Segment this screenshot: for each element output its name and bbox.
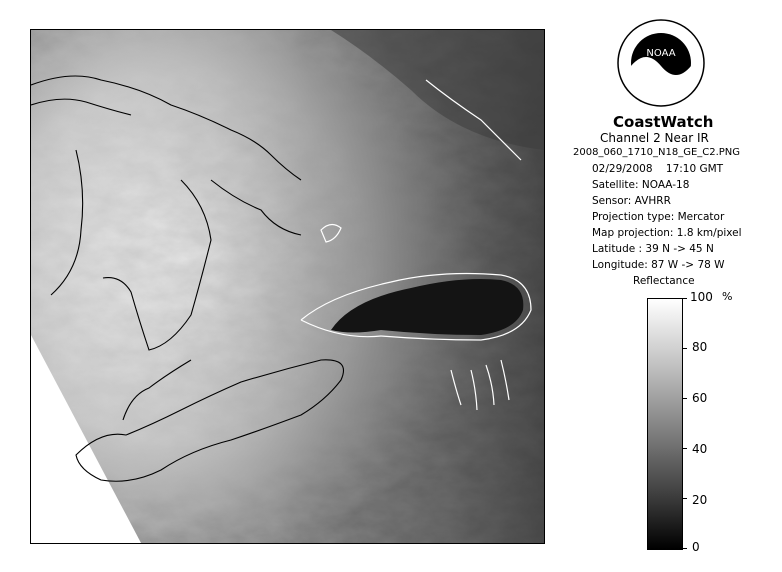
colorbar-tickmark [682,448,687,449]
time: 17:10 GMT [665,163,724,175]
colorbar-tickmark [682,498,687,499]
title: CoastWatch [613,113,714,131]
colorbar-tickmark [682,298,687,299]
date: 02/29/2008 [592,163,653,175]
noaa-logo [616,18,706,108]
filename: 2008_060_1710_N18_GE_C2.PNG [573,147,741,158]
sensor: Sensor: AVHRR [592,195,671,207]
colorbar-tick-80: 80 [692,340,708,354]
map-projection: Map projection: 1.8 km/pixel [592,227,742,239]
subtitle: Channel 2 Near IR [600,131,709,145]
colorbar-tickmark [682,548,687,549]
colorbar-unit: % [722,290,733,303]
longitude-range: Longitude: 87 W -> 78 W [592,259,725,271]
colorbar-tick-100: 100 [690,290,713,304]
colorbar-tick-60: 60 [692,391,708,405]
colorbar-tick-20: 20 [692,493,708,507]
satellite: Satellite: NOAA-18 [592,179,690,191]
logo-text: NOAA [646,48,676,59]
reflectance-colorbar [647,298,683,550]
satellite-image [31,30,544,543]
colorbar-tickmark [682,398,687,399]
satellite-image-panel [30,29,545,544]
colorbar-label: Reflectance [633,275,695,287]
colorbar-tick-40: 40 [692,442,708,456]
datetime [592,163,723,175]
colorbar-tick-0: 0 [692,540,700,554]
projection-type: Projection type: Mercator [592,211,725,223]
latitude-range: Latitude : 39 N -> 45 N [592,243,714,255]
colorbar-tickmark [682,348,687,349]
